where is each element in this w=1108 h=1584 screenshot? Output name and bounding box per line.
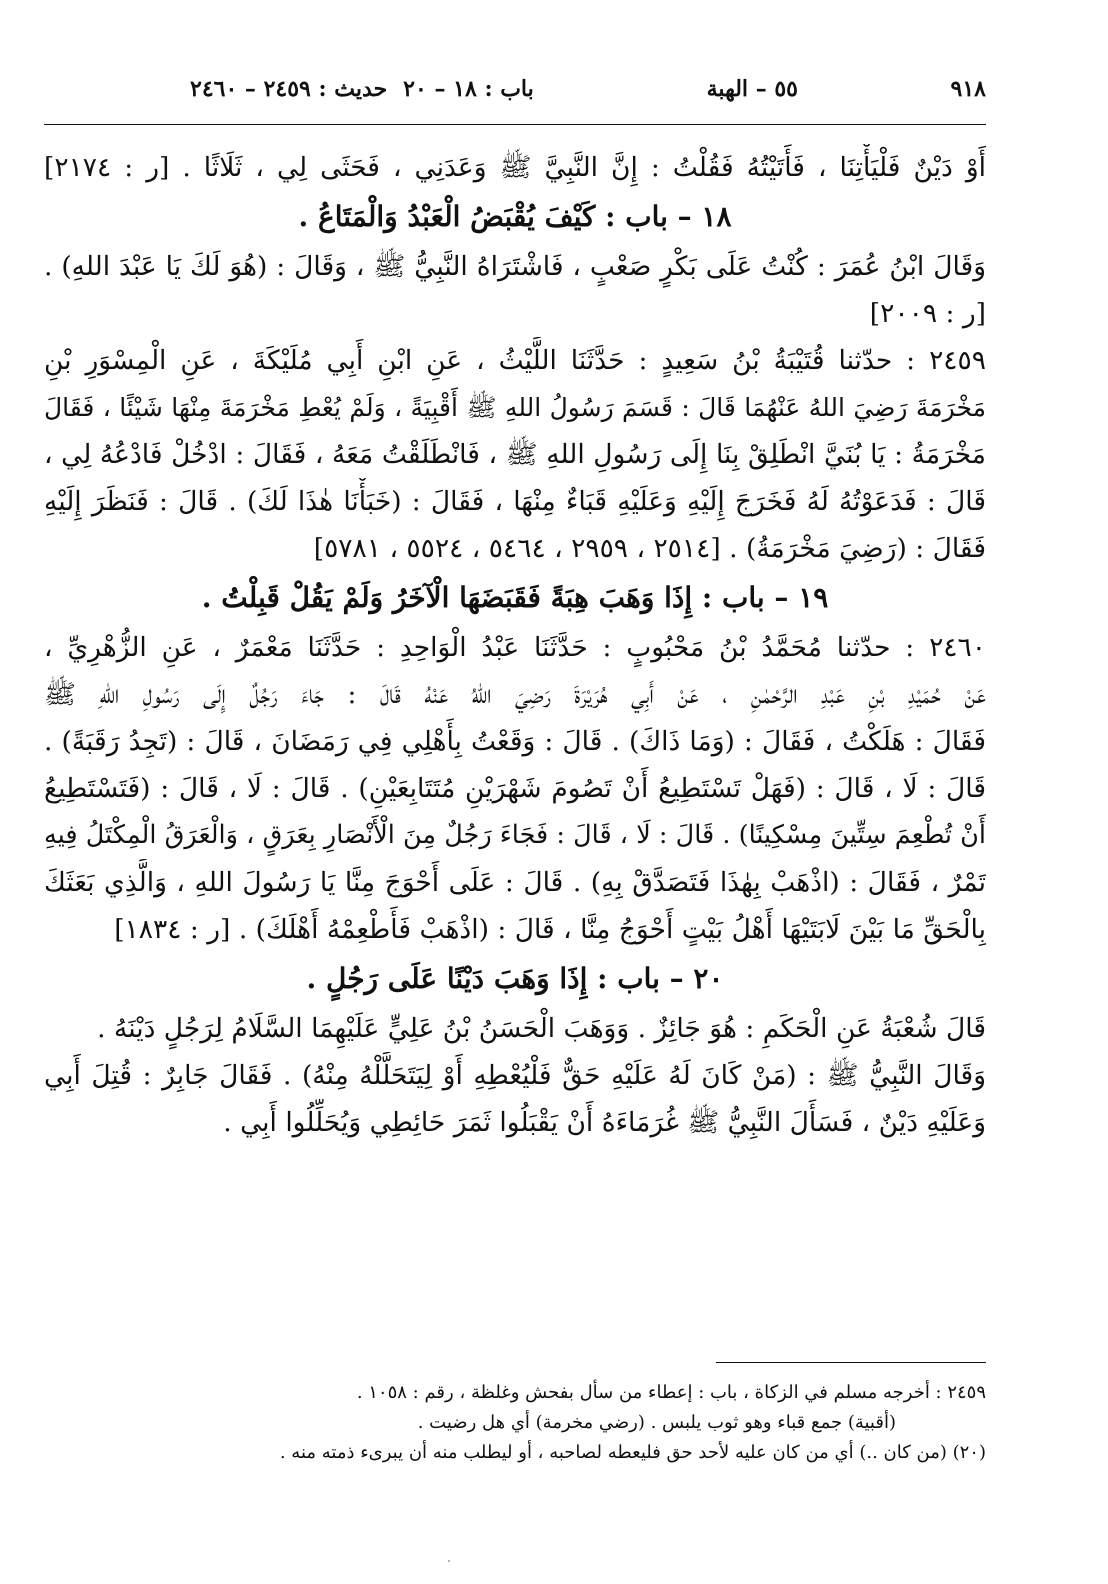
scan-speck <box>448 1560 450 1562</box>
book-title: ٥٥ – الهبة <box>706 76 798 102</box>
chapter-heading: ٢٠ – باب : إِذَا وَهَبَ دَيْنًا عَلَى رَجُلٍ . <box>306 962 724 995</box>
chapter-heading: ١٩ – باب : إِذَا وَهَبَ هِبَةً فَقَبَضَهَا الْآخَرُ وَلَمْ يَقُلْ قَبِلْتُ . <box>201 581 829 614</box>
text-line: مَخْرَمَةُ : يَا بُنَيَّ انْطَلِقْ بِنَا إِلَى رَسُولِ اللهِ ﷺ ، فَانْطَلَقْتُ مَعَهُ ، فَقَالَ : ادْخُلْ فَادْعُهُ لِي ، <box>44 439 986 470</box>
hadith-range: حديث : ٢٤٥٩ – ٢٤٦٠ <box>190 76 388 102</box>
text-line: بِالْحَقِّ مَا بَيْنَ لَابَتَيْهَا أَهْلُ بَيْتٍ أَحْوَجُ مِنَّا ، قَالَ : (اذْهَبْ فَأَطْعِمْهُ أَهْلَكَ) . [ر : ١٨٣٤] <box>114 914 986 945</box>
text-line: وَقَالَ ابْنُ عُمَرَ : كُنْتُ عَلَى بَكْرٍ صَعْبٍ ، فَاشْتَرَاهُ النَّبِيُّ ﷺ ، وَقَالَ : (هُوَ لَكَ يَا عَبْدَ اللهِ) . <box>44 251 986 282</box>
main-text <box>44 144 986 1146</box>
footnotes <box>44 1378 986 1468</box>
text-line: ٢٤٦٠ : حدّثنا مُحَمَّدُ بْنُ مَحْبُوبٍ : حَدَّثَنَا عَبْدُ الْوَاحِدِ : حَدَّثَنَا مَعْمَرٌ ، عَنِ الزُّهْرِيِّ ، <box>44 632 986 663</box>
text-line: فَقَالَ : (رَضِيَ مَخْرَمَةُ) . [٢٥١٤ ، ٢٩٥٩ ، ٥٤٦٤ ، ٥٥٢٤ ، ٥٧٨١] <box>313 533 986 564</box>
text-line: [ر : ٢٠٠٩] <box>869 298 986 329</box>
chapter-heading: ١٨ – باب : كَيْفَ يُقْبَضُ الْعَبْدُ وَالْمَتَاعُ . <box>298 200 732 233</box>
running-header <box>44 60 986 112</box>
text-line: تَمْرٌ ، فَقَالَ : (اذْهَبْ بِهٰذَا فَتَصَدَّقْ بِهِ) . قَالَ : عَلَى أَحْوَجَ مِنَّا يَا رَسُولَ اللهِ ، وَالَّذِي بَعَثَكَ <box>44 867 986 898</box>
footnote-line: (أقبية) جمع قباء وهو ثوب يلبس . (رضي مخرمة) أي هل رضيت . <box>417 1412 896 1433</box>
text-line: ٢٤٥٩ : حدّثنا قُتَيْبَةُ بْنُ سَعِيدٍ : حَدَّثَنَا اللَّيْثُ ، عَنِ ابْنِ أَبِي مُلَيْكَةَ ، عَنِ الْمِسْوَرِ بْنِ <box>44 345 986 376</box>
chapter-hadith-range <box>174 76 534 102</box>
text-line: قَالَ : لَا ، قَالَ : (فَهَلْ تَسْتَطِيعُ أَنْ تَصُومَ شَهْرَيْنِ مُتَتَابِعَيْنِ) . قَالَ : لَا ، قَالَ : (فَتَسْتَطِيعُ <box>44 773 986 804</box>
footnote-line: (٢٠) (من كان ..) أي من كان عليه لأحد حق فليعطه لصاحبه ، أو ليطلب منه أن يبرىء ذمته منه . <box>279 1442 986 1463</box>
header-rule <box>44 124 986 125</box>
footnote-rule <box>716 1362 986 1363</box>
page-number: ٩١٨ <box>950 76 986 102</box>
text-line: وَعَلَيْهِ دَيْنٌ ، فَسَأَلَ النَّبِيُّ ﷺ غُرَمَاءَهُ أَنْ يَقْبَلُوا ثَمَرَ حَائِطِي وَيُحَلِّلُوا أَبِي . <box>223 1107 986 1138</box>
text-line: عَنْ حُمَيْدِ بْنِ عَبْدِ الرَّحْمٰنِ ، عَنْ أَبِي هُرَيْرَةَ رَضِيَ اللهُ عَنْهُ قَالَ : جَاءَ رَجُلٌ إِلَى رَسُولِ اللهِ ﷺ <box>44 679 986 710</box>
text-line: قَالَ شُعْبَةُ عَنِ الْحَكَمِ : هُوَ جَائِزٌ . وَوَهَبَ الْحَسَنُ بْنُ عَلِيٍّ عَلَيْهِمَا السَّلَامُ لِرَجُلٍ دَيْنَهُ . <box>97 1013 986 1044</box>
text-line: قَالَ : فَدَعَوْتُهُ لَهُ فَخَرَجَ إِلَيْهِ وَعَلَيْهِ قَبَاءٌ مِنْهَا ، فَقَالَ : (خَبَأْنَا هٰذَا لَكَ) . قَالَ : فَنَظَرَ إِلَيْهِ <box>44 486 986 517</box>
footnote-line: ٢٤٥٩ : أخرجه مسلم في الزكاة ، باب : إعطاء من سأل بفحش وغلظة ، رقم : ١٠٥٨ . <box>356 1382 986 1403</box>
text-line: أَوْ دَيْنٌ فَلْيَأْتِنَا ، فَأَتَيْتُهُ فَقُلْتُ : إِنَّ النَّبِيَّ ﷺ وَعَدَنِي ، فَحَثَى لِي ، ثَلَاثًا . [ر : ٢١٧٤] <box>44 152 986 183</box>
book-page <box>44 60 986 1560</box>
text-line: مَخْرَمَةَ رَضِيَ اللهُ عَنْهُمَا قَالَ : قَسَمَ رَسُولُ اللهِ ﷺ أَقْبِيَةً ، وَلَمْ يُعْطِ مَخْرَمَةَ مِنْهَا شَيْئًا ، فَقَالَ <box>44 393 986 422</box>
text-line: فَقَالَ : هَلَكْتُ ، فَقَالَ : (وَمَا ذَاكَ) . قَالَ : وَقَعْتُ بِأَهْلِي فِي رَمَضَانَ ، قَالَ : (تَجِدُ رَقَبَةً) . <box>44 726 986 757</box>
chapter-range: باب : ١٨ – ٢٠ <box>403 76 534 102</box>
text-line: أَنْ تُطْعِمَ سِتِّينَ مِسْكِينًا) . قَالَ : لَا ، قَالَ : فَجَاءَ رَجُلٌ مِنَ الْأَنْصَارِ بِعَرَقٍ ، وَالْعَرَقُ الْمِكْتَلُ فِيهِ <box>44 820 986 850</box>
text-line: وَقَالَ النَّبِيُّ ﷺ : (مَنْ كَانَ لَهُ عَلَيْهِ حَقٌّ فَلْيُعْطِهِ أَوْ لِيَتَحَلَّلْهُ مِنْهُ) . فَقَالَ جَابِرٌ : قُتِلَ أَبِي <box>44 1060 986 1091</box>
